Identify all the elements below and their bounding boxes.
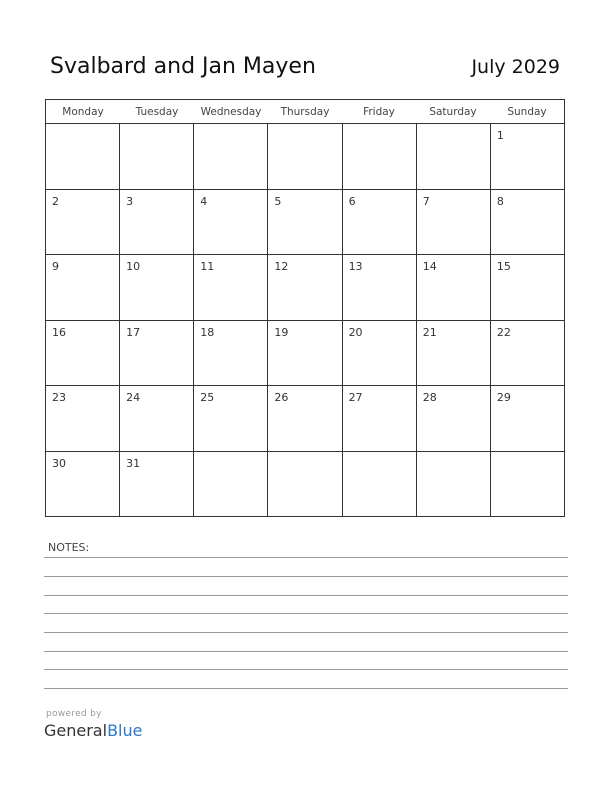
weekday-tuesday: Tuesday (135, 105, 179, 118)
day-cell (491, 452, 564, 518)
note-line (44, 632, 568, 633)
day-cell: 27 (343, 386, 417, 451)
note-line (44, 595, 568, 596)
day-cell: 8 (496, 194, 504, 208)
day-cell (417, 452, 491, 518)
week-row-1 (46, 124, 564, 190)
calendar-grid (45, 99, 565, 517)
day-cell: 30 (46, 452, 120, 518)
week-row-4 (46, 321, 564, 387)
day-cell: 13 (343, 255, 417, 320)
day-cell: 2 (46, 190, 120, 255)
week-row-2 (46, 190, 564, 256)
weekday-friday: Friday (363, 105, 395, 118)
day-cell: 16 (46, 321, 120, 386)
note-line (44, 557, 568, 558)
day-cell: 31 (120, 452, 194, 518)
day-cell: 10 (120, 255, 194, 320)
powered-by-text: powered by (46, 709, 102, 719)
brand-general: General (44, 721, 108, 740)
day-cell (194, 452, 268, 518)
day-cell (194, 124, 268, 189)
day-cell: 19 (268, 321, 342, 386)
day-cell (268, 124, 342, 189)
note-line (44, 651, 568, 652)
weekday-thursday: Thursday (280, 105, 330, 118)
day-cell: 21 (417, 321, 491, 386)
day-cell: 17 (120, 321, 194, 386)
day-cell (343, 124, 417, 189)
note-line (44, 613, 568, 614)
day-cell: 24 (120, 386, 194, 451)
week-row-5 (46, 386, 564, 452)
day-cell: 11 (194, 255, 268, 320)
calendar-title: Svalbard and Jan Mayen (50, 54, 316, 79)
day-cell: 12 (268, 255, 342, 320)
weekday-wednesday: Wednesday (200, 105, 262, 118)
day-cell (417, 124, 491, 189)
day-cell: 18 (194, 321, 268, 386)
day-cell (46, 124, 120, 189)
note-line (44, 576, 568, 577)
day-cell (268, 452, 342, 518)
day-cell: 6 (343, 190, 417, 255)
day-cell: 20 (343, 321, 417, 386)
day-cell (343, 452, 417, 518)
calendar-month: July 2029 (471, 56, 560, 78)
note-line (44, 669, 568, 670)
day-cell: 1 (496, 129, 504, 142)
day-cell (120, 124, 194, 189)
day-cell: 26 (268, 386, 342, 451)
day-cell: 9 (46, 255, 120, 320)
day-cell: 4 (194, 190, 268, 255)
day-cell: 25 (194, 386, 268, 451)
notes-label: NOTES: (48, 541, 90, 554)
weekday-sunday: Sunday (507, 105, 547, 118)
day-cell: 15 (496, 260, 511, 273)
week-row-3 (46, 255, 564, 321)
day-cell: 5 (268, 190, 342, 255)
day-cell: 22 (496, 325, 511, 339)
day-cell: 29 (496, 391, 511, 404)
weekday-header-row (46, 100, 564, 124)
note-line (44, 688, 568, 689)
day-cell: 28 (417, 386, 491, 451)
day-cell: 7 (417, 190, 491, 255)
day-cell: 3 (120, 190, 194, 255)
generalblue-logo[interactable] (44, 721, 142, 740)
day-cell: 14 (417, 255, 491, 320)
weekday-monday: Monday (62, 105, 104, 118)
day-cell: 23 (46, 386, 120, 451)
weekday-saturday: Saturday (429, 105, 477, 118)
week-row-6 (46, 452, 564, 518)
brand-blue: Blue (107, 721, 143, 740)
